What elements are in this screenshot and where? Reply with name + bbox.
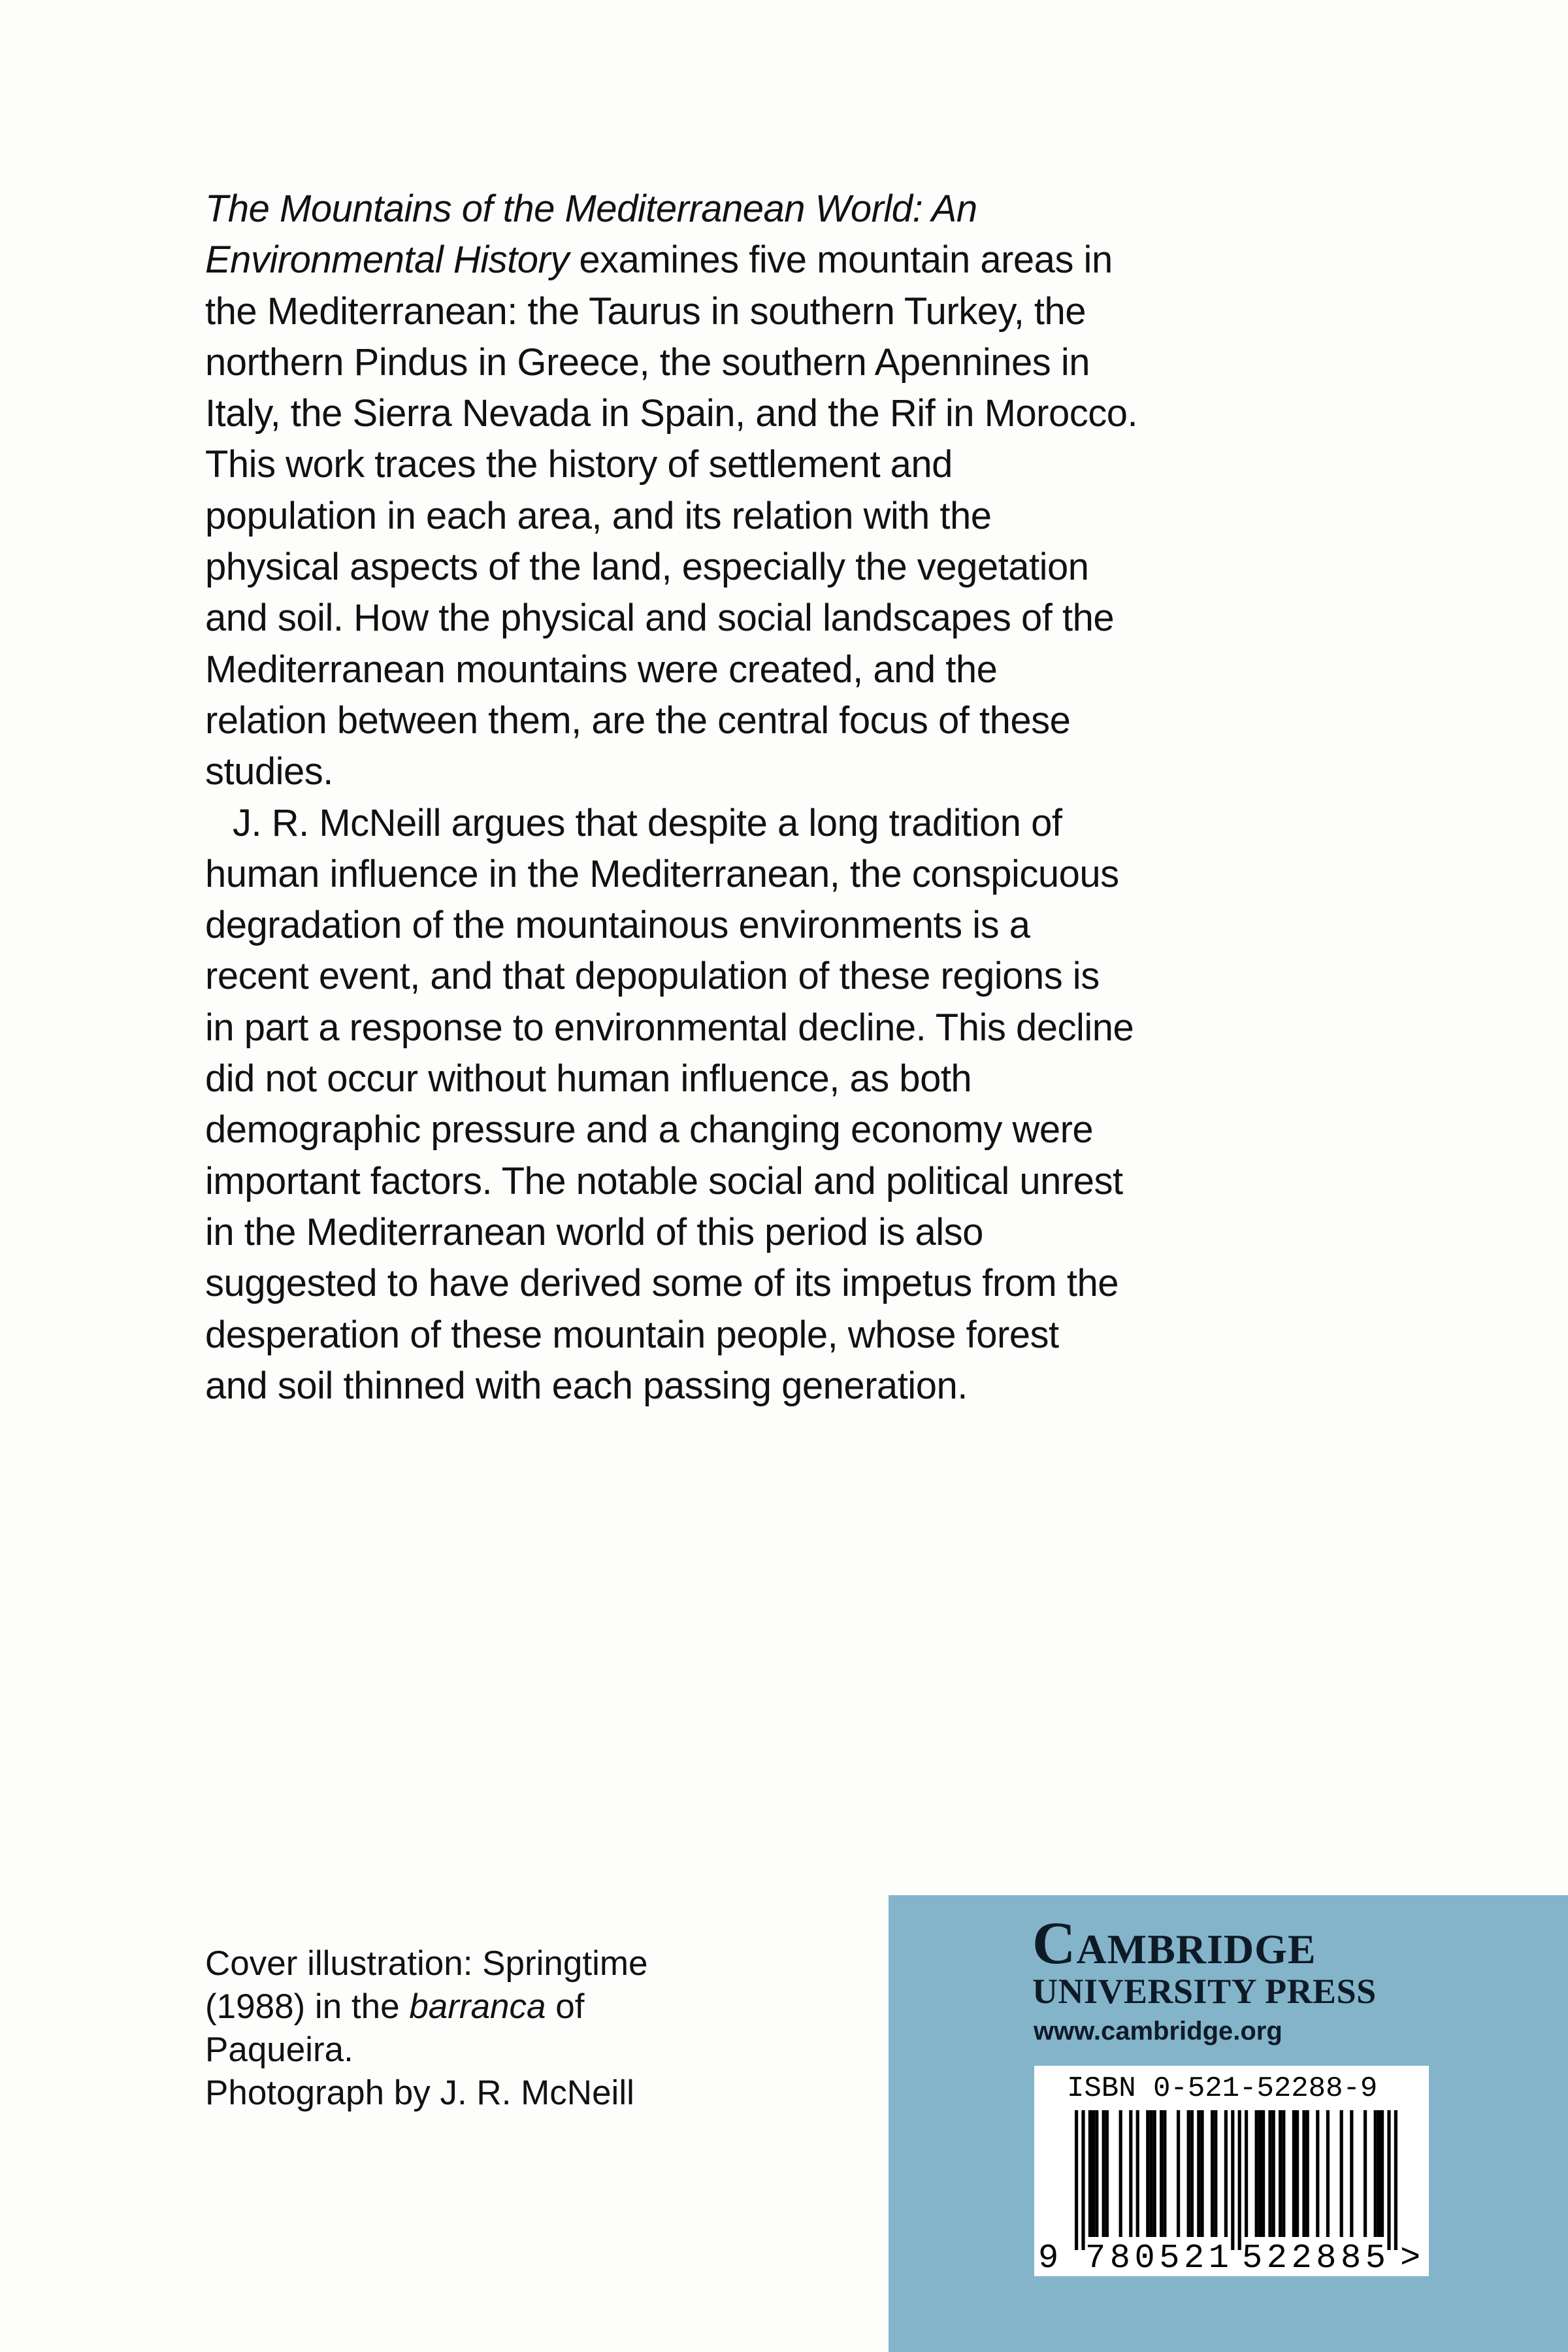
barcode-bar <box>1340 2110 1343 2237</box>
blurb-line: J. R. McNeill argues that despite a long tradition of <box>233 801 1062 844</box>
credit-line <box>205 1985 647 2029</box>
publisher-panel <box>889 1895 1568 2352</box>
barcode-bar <box>1377 2110 1380 2237</box>
blurb-text-span: examines five mountain areas in <box>568 239 1113 282</box>
barcode-bar <box>1200 2110 1203 2237</box>
blurb-line: demographic pressure and a changing economy were <box>205 1108 1094 1151</box>
blurb-line: did not occur without human influence, as both <box>205 1057 972 1101</box>
credit-line: Photograph by J. R. McNeill <box>205 2074 634 2112</box>
barcode-bar <box>1262 2110 1265 2237</box>
barcode-bar <box>1119 2110 1122 2237</box>
barcode-bar <box>1238 2110 1241 2250</box>
barcode-bars <box>1075 2110 1397 2250</box>
barcode-bar <box>1190 2110 1194 2237</box>
blurb-line <box>205 184 1137 235</box>
credit-text: of <box>546 1987 585 2026</box>
book-title: Environmental History <box>205 239 569 282</box>
credit-line: Paqueira. <box>205 2030 353 2069</box>
barcode-bar <box>1211 2110 1214 2237</box>
barcode-bar <box>1177 2110 1180 2237</box>
barcode-digits-right: 522885 <box>1242 2239 1386 2276</box>
isbn-barcode-box <box>1034 2066 1429 2276</box>
barcode-bar <box>1160 2110 1163 2237</box>
blurb-line: desperation of these mountain people, whose forest <box>205 1313 1059 1356</box>
barcode-bar <box>1292 2110 1296 2237</box>
barcode-bar <box>1279 2110 1282 2237</box>
barcode-bar <box>1214 2110 1217 2237</box>
barcode-bar <box>1088 2110 1092 2237</box>
book-title: The Mountains of the Mediterranean World: An <box>205 188 977 230</box>
barcode-bar <box>1231 2110 1234 2250</box>
blurb-line: important factors. The notable social and political unrest <box>205 1159 1123 1202</box>
barcode-bar <box>1364 2110 1367 2237</box>
blurb-line: suggested to have derived some of its impetus from the <box>205 1262 1119 1305</box>
barcode-bar <box>1146 2110 1149 2237</box>
blurb-line: recent event, and that depopulation of these regions is <box>205 955 1100 998</box>
publisher-website: www.cambridge.org <box>1034 2017 1282 2046</box>
credit-italic: barranca <box>409 1987 546 2026</box>
barcode-quiet-mark: > <box>1400 2239 1421 2276</box>
barcode <box>1034 2066 1429 2276</box>
barcode-bar <box>1350 2110 1353 2237</box>
barcode-bar <box>1374 2110 1377 2237</box>
cover-credit <box>205 1942 647 2115</box>
blurb-text <box>205 184 1137 1412</box>
credit-text: (1988) in the <box>205 1987 410 2026</box>
barcode-bar <box>1197 2110 1200 2237</box>
blurb-line: and soil. How the physical and social landscapes of the <box>205 597 1115 640</box>
blurb-line: relation between them, are the central focus of these <box>205 699 1071 742</box>
barcode-bar <box>1387 2110 1390 2250</box>
barcode-bar <box>1224 2110 1228 2237</box>
blurb-line: studies. <box>205 750 333 793</box>
barcode-bar <box>1380 2110 1384 2237</box>
barcode-bar <box>1075 2110 1078 2250</box>
barcode-bar <box>1136 2110 1139 2237</box>
barcode-bar <box>1187 2110 1190 2237</box>
barcode-bar <box>1149 2110 1152 2237</box>
blurb-line: the Mediterranean: the Taurus in southern Turkey, the <box>205 290 1086 333</box>
barcode-bar <box>1268 2110 1271 2237</box>
barcode-bar <box>1302 2110 1305 2237</box>
barcode-bar <box>1316 2110 1319 2237</box>
blurb-line: population in each area, and its relation with the <box>205 494 992 537</box>
publisher-subtitle: UNIVERSITY PRESS <box>1032 1972 1377 2011</box>
barcode-bar <box>1129 2110 1132 2237</box>
blurb-line: physical aspects of the land, especially the vegetation <box>205 546 1089 589</box>
barcode-digits-left: 780521 <box>1085 2239 1229 2276</box>
barcode-bar <box>1255 2110 1258 2237</box>
blurb-line: human influence in the Mediterranean, the conspicuous <box>205 852 1119 895</box>
barcode-bar <box>1081 2110 1085 2250</box>
blurb-line: This work traces the history of settlement and <box>205 443 953 486</box>
barcode-bar <box>1296 2110 1299 2237</box>
barcode-bar <box>1163 2110 1166 2237</box>
blurb-line <box>205 235 1137 286</box>
blurb-line: Mediterranean mountains were created, and the <box>205 648 998 691</box>
credit-line: Cover illustration: Springtime <box>205 1944 648 1983</box>
blurb-line: and soil thinned with each passing generation. <box>205 1364 968 1407</box>
blurb-line: in part a response to environmental decline. This decline <box>205 1006 1134 1049</box>
barcode-bar <box>1282 2110 1285 2237</box>
barcode-bar <box>1258 2110 1262 2237</box>
barcode-bar <box>1153 2110 1156 2237</box>
barcode-bar <box>1394 2110 1397 2250</box>
barcode-bar <box>1105 2110 1109 2237</box>
blurb-line: northern Pindus in Greece, the southern Apennines in <box>205 340 1090 384</box>
barcode-bar <box>1272 2110 1275 2237</box>
barcode-bar <box>1092 2110 1095 2237</box>
barcode-digit-first: 9 <box>1038 2239 1059 2276</box>
barcode-bar <box>1095 2110 1098 2237</box>
barcode-bar <box>1326 2110 1330 2237</box>
isbn-text: ISBN 0-521-52288-9 <box>1067 2072 1378 2105</box>
barcode-bar <box>1245 2110 1248 2237</box>
blurb-line: Italy, the Sierra Nevada in Spain, and the Rif in Morocco. <box>205 392 1138 435</box>
publisher-logo: Cambridge <box>1032 1910 1316 1976</box>
barcode-bar <box>1306 2110 1309 2237</box>
blurb-line: degradation of the mountainous environments is a <box>205 904 1030 947</box>
blurb-line: in the Mediterranean world of this period is also <box>205 1210 983 1253</box>
barcode-bar <box>1102 2110 1105 2237</box>
